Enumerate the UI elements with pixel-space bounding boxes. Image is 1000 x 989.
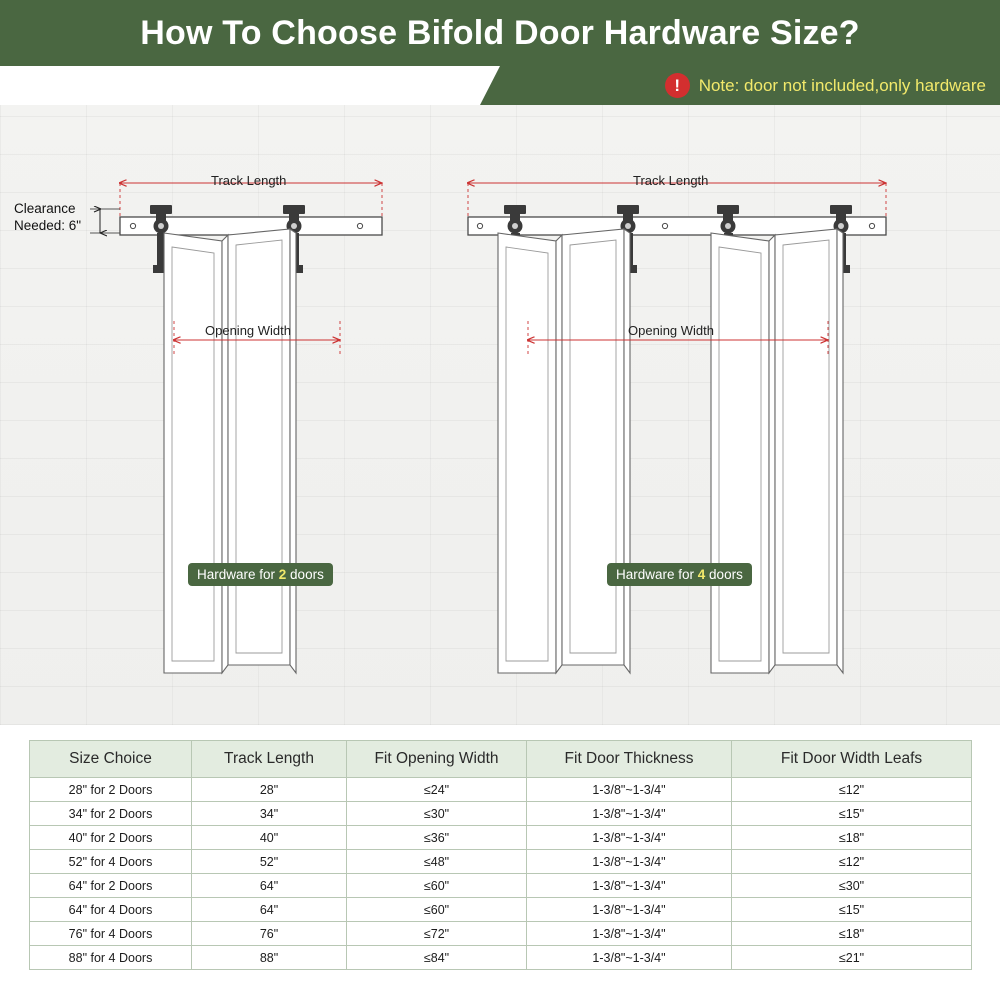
cell-door-width-leafs: ≤18" (732, 826, 972, 850)
hardware-tag-4-prefix: Hardware for (616, 567, 698, 582)
table-row (30, 826, 972, 850)
cell-size-choice: 28" for 2 Doors (30, 778, 192, 802)
cell-opening-width: ≤60" (347, 874, 527, 898)
right-opening-width-label: Opening Width (628, 323, 714, 338)
cell-track-length: 88" (192, 946, 347, 970)
left-track-length-label: Track Length (211, 173, 287, 188)
cell-opening-width: ≤30" (347, 802, 527, 826)
cell-size-choice: 76" for 4 Doors (30, 922, 192, 946)
table-row (30, 850, 972, 874)
page-title: How To Choose Bifold Door Hardware Size? (140, 13, 860, 52)
cell-track-length: 28" (192, 778, 347, 802)
cell-door-thickness: 1-3/8"~1-3/4" (527, 778, 732, 802)
cell-size-choice: 64" for 4 Doors (30, 898, 192, 922)
hardware-tag-4-suffix: doors (705, 567, 743, 582)
cell-door-thickness: 1-3/8"~1-3/4" (527, 874, 732, 898)
column-header-track-length: Track Length (192, 741, 347, 778)
hardware-tag-2-count: 2 (278, 567, 287, 582)
right-track-length-label: Track Length (633, 173, 709, 188)
note-content (665, 66, 986, 105)
cell-door-width-leafs: ≤12" (732, 850, 972, 874)
cell-door-thickness: 1-3/8"~1-3/4" (527, 922, 732, 946)
diagram-area (0, 105, 1000, 725)
cell-size-choice: 64" for 2 Doors (30, 874, 192, 898)
cell-door-thickness: 1-3/8"~1-3/4" (527, 946, 732, 970)
cell-door-width-leafs: ≤15" (732, 802, 972, 826)
cell-door-width-leafs: ≤30" (732, 874, 972, 898)
cell-track-length: 40" (192, 826, 347, 850)
page-header (0, 0, 1000, 66)
cell-size-choice: 34" for 2 Doors (30, 802, 192, 826)
hardware-tag-4-count: 4 (697, 567, 706, 582)
note-text: Note: door not included,only hardware (698, 75, 986, 95)
note-bar (0, 66, 1000, 105)
exclamation-icon: ! (665, 73, 690, 98)
table-row (30, 802, 972, 826)
bifold-door-diagram (0, 105, 1000, 725)
cell-track-length: 76" (192, 922, 347, 946)
hardware-tag-2-doors (188, 563, 333, 586)
column-header-fit-door-thickness: Fit Door Thickness (527, 741, 732, 778)
cell-opening-width: ≤24" (347, 778, 527, 802)
cell-door-thickness: 1-3/8"~1-3/4" (527, 802, 732, 826)
hardware-tag-2-prefix: Hardware for (197, 567, 279, 582)
column-header-fit-door-width-leafs: Fit Door Width Leafs (732, 741, 972, 778)
table-row (30, 946, 972, 970)
cell-track-length: 64" (192, 874, 347, 898)
column-header-fit-opening-width: Fit Opening Width (347, 741, 527, 778)
table-body (30, 778, 972, 970)
cell-door-width-leafs: ≤21" (732, 946, 972, 970)
clearance-label-line1: Clearance (14, 201, 76, 216)
cell-opening-width: ≤72" (347, 922, 527, 946)
cell-door-width-leafs: ≤15" (732, 898, 972, 922)
cell-track-length: 64" (192, 898, 347, 922)
table-row (30, 898, 972, 922)
cell-opening-width: ≤84" (347, 946, 527, 970)
column-header-size-choice: Size Choice (30, 741, 192, 778)
cell-opening-width: ≤48" (347, 850, 527, 874)
hardware-tag-2-suffix: doors (286, 567, 324, 582)
table-row (30, 778, 972, 802)
cell-size-choice: 52" for 4 Doors (30, 850, 192, 874)
size-chart (29, 740, 971, 970)
cell-door-thickness: 1-3/8"~1-3/4" (527, 826, 732, 850)
cell-track-length: 34" (192, 802, 347, 826)
table-row (30, 922, 972, 946)
cell-size-choice: 40" for 2 Doors (30, 826, 192, 850)
cell-door-width-leafs: ≤12" (732, 778, 972, 802)
clearance-label-line2: Needed: 6" (14, 218, 82, 233)
cell-opening-width: ≤36" (347, 826, 527, 850)
size-chart-table (29, 740, 972, 970)
table-row (30, 874, 972, 898)
cell-door-width-leafs: ≤18" (732, 922, 972, 946)
left-opening-width-label: Opening Width (205, 323, 291, 338)
cell-door-thickness: 1-3/8"~1-3/4" (527, 850, 732, 874)
cell-opening-width: ≤60" (347, 898, 527, 922)
cell-size-choice: 88" for 4 Doors (30, 946, 192, 970)
table-header-row (30, 741, 972, 778)
hardware-tag-4-doors (607, 563, 752, 586)
cell-track-length: 52" (192, 850, 347, 874)
cell-door-thickness: 1-3/8"~1-3/4" (527, 898, 732, 922)
